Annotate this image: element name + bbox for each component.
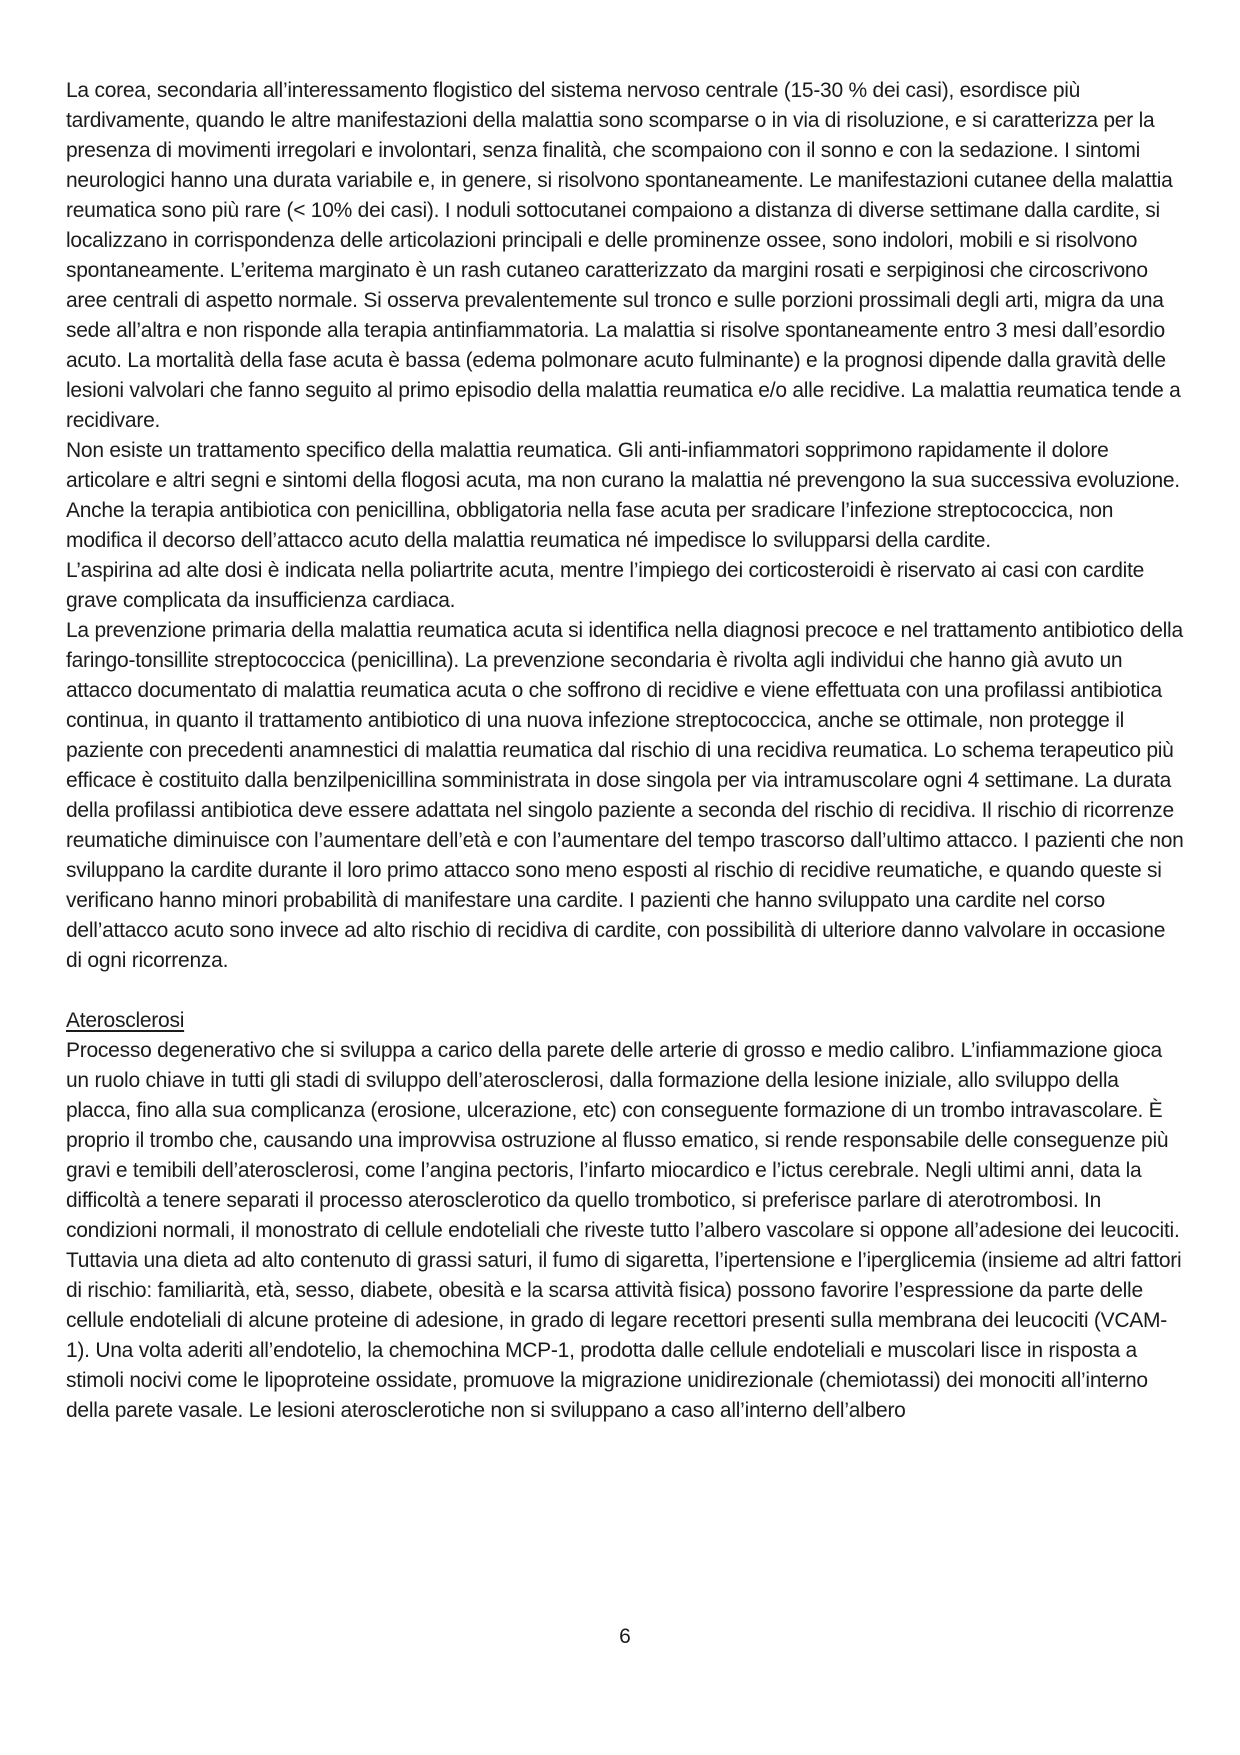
page-content (66, 76, 1184, 1426)
paragraph-prevenzione: La prevenzione primaria della malattia reumatica acuta si identifica nella diagnosi precoce e nel trattamento antibiotico della faringo-tonsillite streptococcica (penicillina). La prevenzione secondaria è rivolta agli individui che hanno già avuto un attacco documentato di malattia reumatica acuta o che soffrono di recidive e viene effettuata con una profilassi antibiotica continua, in quanto il trattamento antibiotico di una nuova infezione streptococcica, anche se ottimale, non protegge il paziente con precedenti anamnestici di malattia reumatica dal rischio di una recidiva reumatica. Lo schema terapeutico più efficace è costituito dalla benzilpenicillina somministrata in dose singola per via intramuscolare ogni 4 settimane. La durata della profilassi antibiotica deve essere adattata nel singolo paziente a seconda del rischio di recidiva. Il rischio di ricorrenze reumatiche diminuisce con l’aumentare dell’età e con l’aumentare del tempo trascorso dall’ultimo attacco. I pazienti che non sviluppano la cardite durante il loro primo attacco sono meno esposti al rischio di recidive reumatiche, e quando queste si verificano hanno minori probabilità di manifestare una cardite. I pazienti che hanno sviluppato una cardite nel corso dell’attacco acuto sono invece ad alto rischio di recidiva di cardite, con possibilità di ulteriore danno valvolare in occasione di ogni ricorrenza. (66, 619, 1184, 972)
paragraph-aterosclerosi: Processo degenerativo che si sviluppa a carico della parete delle arterie di grosso e medio calibro. L’infiammazione gioca un ruolo chiave in tutti gli stadi di sviluppo dell’aterosclerosi, dalla formazione della lesione iniziale, allo sviluppo della placca, fino alla sua complicanza (erosione, ulcerazione, etc) con conseguente formazione di un trombo intravascolare. È proprio il trombo che, causando una improvvisa ostruzione al flusso ematico, si rende responsabile delle conseguenze più gravi e temibili dell’aterosclerosi, come l’angina pectoris, l’infarto miocardico e l’ictus cerebrale. Negli ultimi anni, data la difficoltà a tenere separati il processo aterosclerotico da quello trombotico, si preferisce parlare di aterotrombosi. In condizioni normali, il monostrato di cellule endoteliali che riveste tutto l’albero vascolare si oppone all’adesione dei leucociti. Tuttavia una dieta ad alto contenuto di grassi saturi, il fumo di sigaretta, l’ipertensione e l’iperglicemia (insieme ad altri fattori di rischio: familiarità, età, sesso, diabete, obesità e la scarsa attività fisica) possono favorire l’espressione da parte delle cellule endoteliali di alcune proteine di adesione, in grado di legare recettori presenti sulla membrana dei leucociti (VCAM-1). Una volta aderiti all’endotelio, la chemochina MCP-1, prodotta dalle cellule endoteliali e muscolari lisce in risposta a stimoli nocivi come le lipoproteine ossidate, promuove la migrazione unidirezionale (chemiotassi) dei monociti all’interno della parete vasale. Le lesioni aterosclerotiche non si sviluppano a caso all’interno dell’albero (66, 1039, 1182, 1422)
paragraph-trattamento: Non esiste un trattamento specifico della malattia reumatica. Gli anti-infiammatori sopprimono rapidamente il dolore articolare e altri segni e sintomi della flogosi acuta, ma non curano la malattia né prevengono la sua successiva evoluzione. Anche la terapia antibiotica con penicillina, obbligatoria nella fase acuta per sradicare l’infezione streptococcica, non modifica il decorso dell’attacco acuto della malattia reumatica né impedisce lo svilupparsi della cardite. (66, 439, 1180, 552)
page-number: 6 (619, 1625, 631, 1648)
paragraph-aspirina: L’aspirina ad alte dosi è indicata nella poliartrite acuta, mentre l’impiego dei corticosteroidi è riservato ai casi con cardite grave complicata da insufficienza cardiaca. (66, 559, 1145, 612)
section-heading-aterosclerosi: Aterosclerosi (66, 1009, 185, 1032)
paragraph-corea: La corea, secondaria all’interessamento flogistico del sistema nervoso centrale (15-30 % dei casi), esordisce più tardivamente, quando le altre manifestazioni della malattia sono scomparse o in via di risoluzione, e si caratterizza per la presenza di movimenti irregolari e involontari, senza finalità, che scompaiono con il sonno e con la sedazione. I sintomi neurologici hanno una durata variabile e, in genere, si risolvono spontaneamente. Le manifestazioni cutanee della malattia reumatica sono più rare (< 10% dei casi). I noduli sottocutanei compaiono a distanza di diverse settimane dalla cardite, si localizzano in corrispondenza delle articolazioni principali e delle prominenze ossee, sono indolori, mobili e si risolvono spontaneamente. L’eritema marginato è un rash cutaneo caratterizzato da margini rosati e serpiginosi che circoscrivono aree centrali di aspetto normale. Si osserva prevalentemente sul tronco e sulle porzioni prossimali degli arti, migra da una sede all’altra e non risponde alla terapia antinfiammatoria. La malattia si risolve spontaneamente entro 3 mesi dall’esordio acuto. La mortalità della fase acuta è bassa (edema polmonare acuto fulminante) e la prognosi dipende dalla gravità delle lesioni valvolari che fanno seguito al primo episodio della malattia reumatica e/o alle recidive. La malattia reumatica tende a recidivare. (66, 79, 1181, 432)
